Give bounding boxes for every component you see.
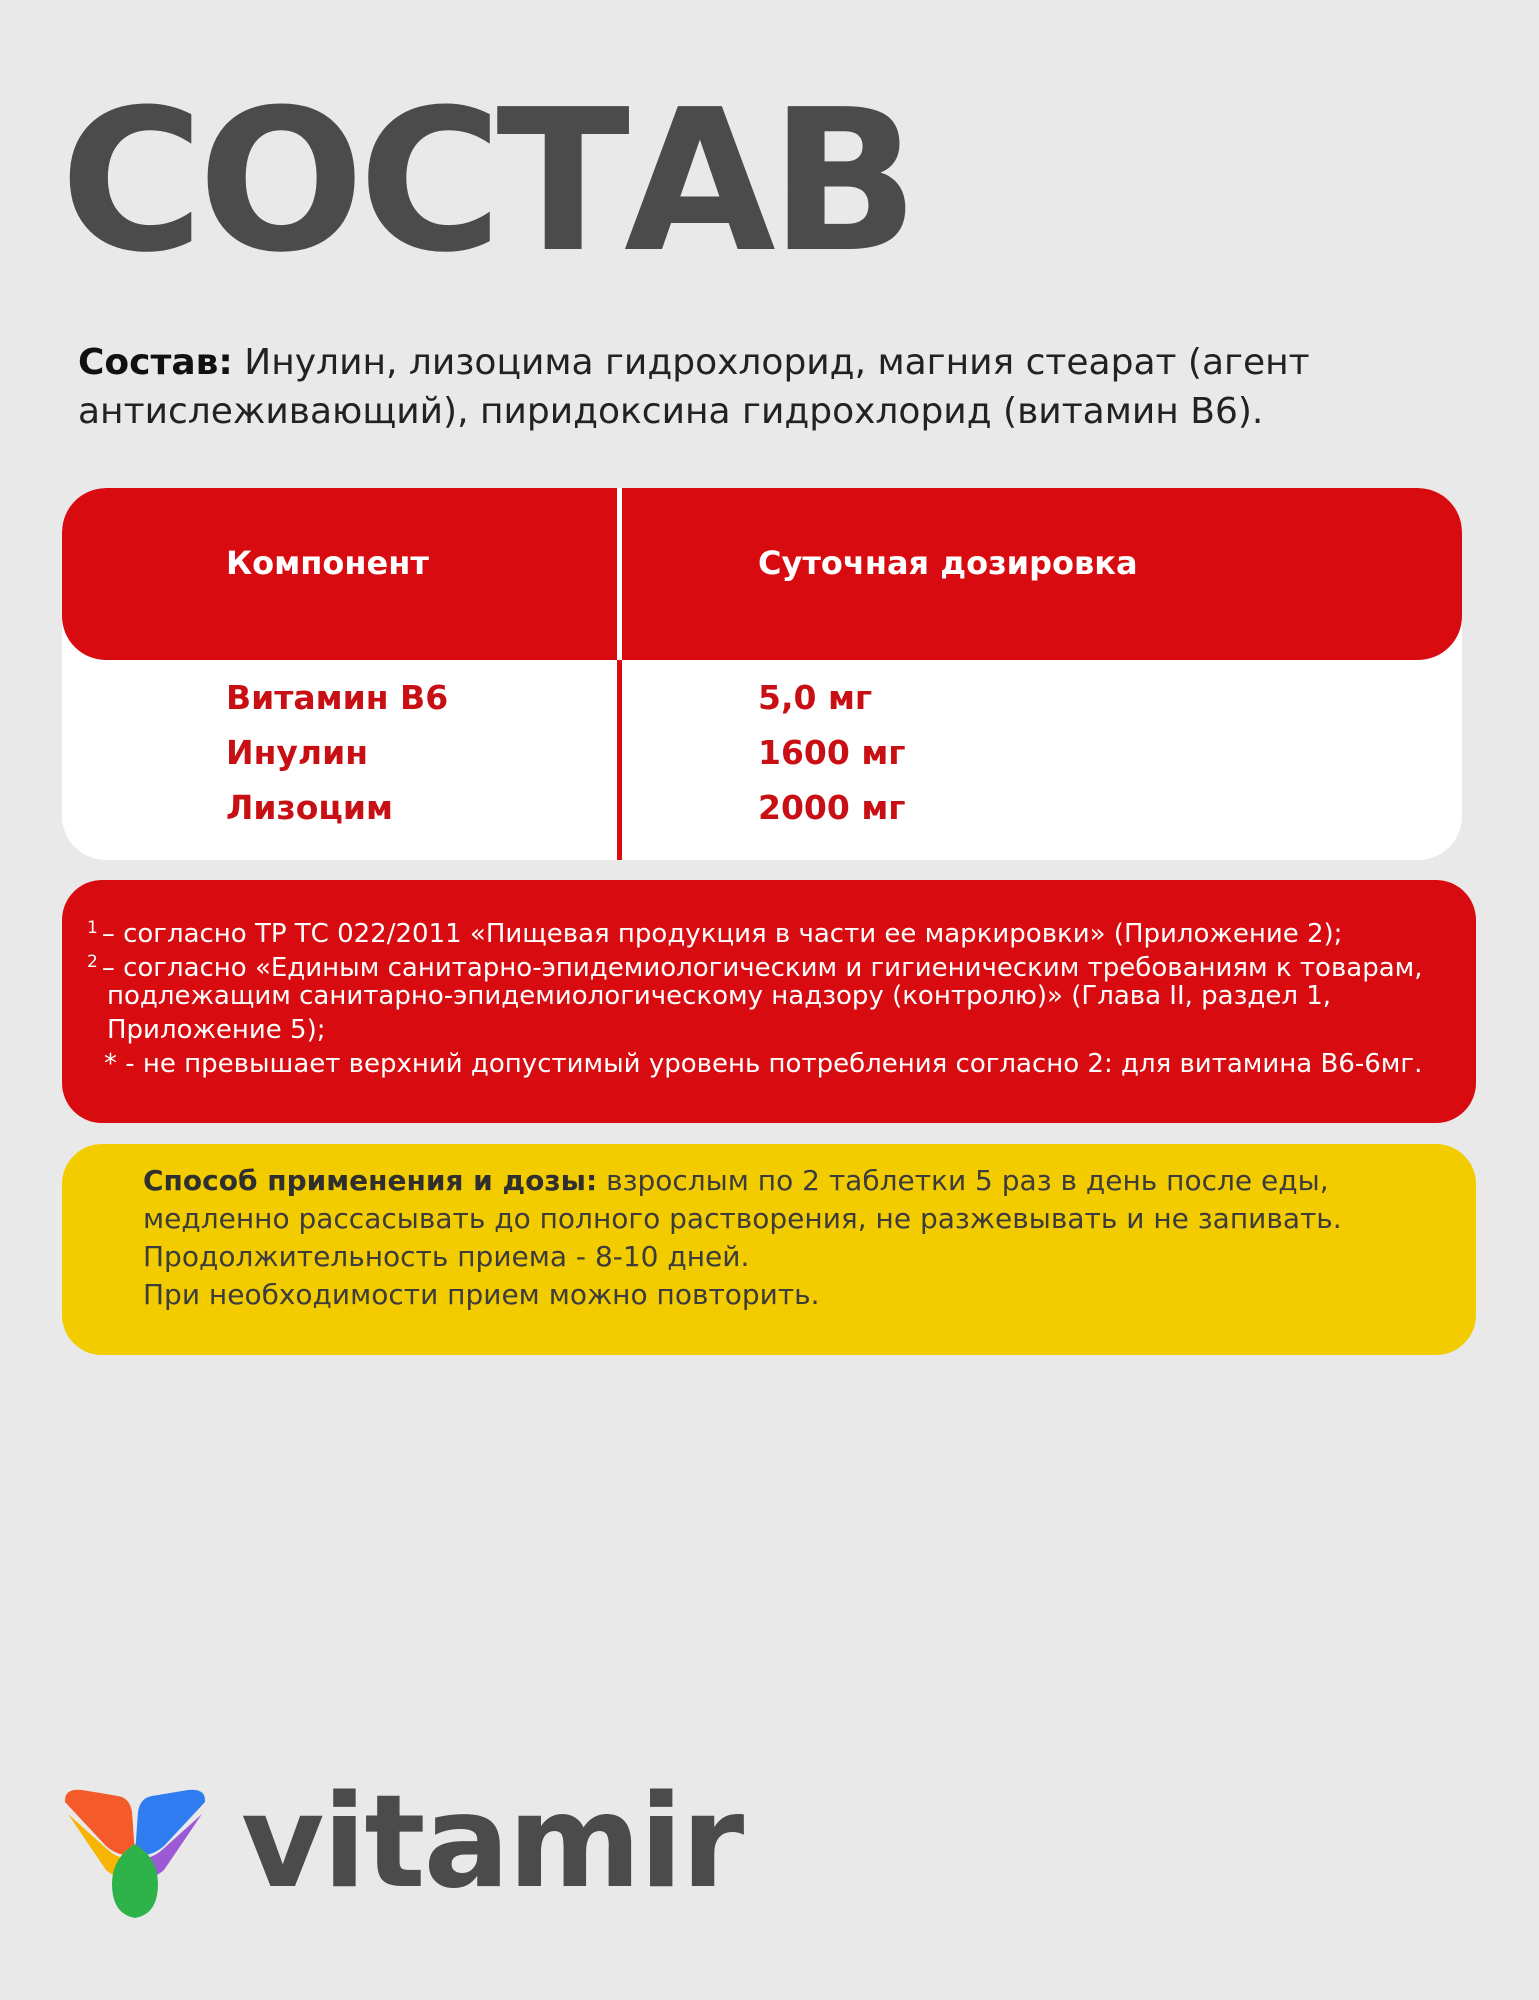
row-dose: 5,0 мг [758,678,873,717]
row-dose: 1600 мг [758,733,906,772]
brand-name: vitamir [241,1768,743,1917]
vitamir-logo-icon [60,1784,210,1924]
usage-box [62,1144,1476,1355]
row-component: Витамин В6 [226,678,449,717]
usage-text [143,1162,1453,1314]
table-header [62,488,1462,660]
table-row [62,780,1462,835]
composition-ingredients: Инулин, лизоцима гидрохлорид, магния стеарат (агент антислеживающий), пиридоксина гидрохлорид (витамин В6). [78,342,1310,432]
footnote-2-cont: подлежащим санитарно-эпидемиологическому надзору (контролю)» (Глава II, раздел 1, [107,981,1332,1011]
row-component: Лизоцим [226,788,393,827]
usage-line-3: Продолжительность приема - 8-10 дней. [143,1240,750,1273]
footnote-1-text: – согласно ТР ТС 022/2011 «Пищевая продукция в части ее маркировки» (Приложение 2); [101,919,1343,949]
usage-line-4: При необходимости прием можно повторить. [143,1278,820,1311]
composition-label: Состав: [78,342,233,383]
header-component: Компонент [226,544,429,582]
footnote-2-text: – согласно «Единым санитарно-эпидемиологическим и гигиеническим требованиям к товарам, [101,953,1423,983]
usage-line-2: медленно рассасывать до полного растворения, не разжевывать и не запивать. [143,1202,1342,1235]
usage-line-1-text: взрослым по 2 таблетки 5 раз в день после еды, [606,1164,1329,1197]
footnote-2-cont-2: Приложение 5); [107,1015,326,1045]
dosage-table [62,488,1462,860]
footnote-star: * - не превышает верхний допустимый уровень потребления согласно 2: для витамина В6-6мг. [104,1049,1423,1079]
table-row [62,725,1462,780]
footnote-2-mark: 2 [87,952,98,972]
composition-text [78,338,1398,436]
page-title: СОСТАВ [60,68,914,296]
usage-line-1 [143,1162,1453,1200]
usage-label: Способ применения и дозы: [143,1164,598,1197]
row-dose: 2000 мг [758,788,906,827]
table-body [62,670,1462,835]
footnote-1-mark: 1 [87,918,98,938]
footnotes-box [62,880,1476,1123]
table-row [62,670,1462,725]
row-component: Инулин [226,733,369,772]
header-daily-dose: Суточная дозировка [758,544,1138,582]
